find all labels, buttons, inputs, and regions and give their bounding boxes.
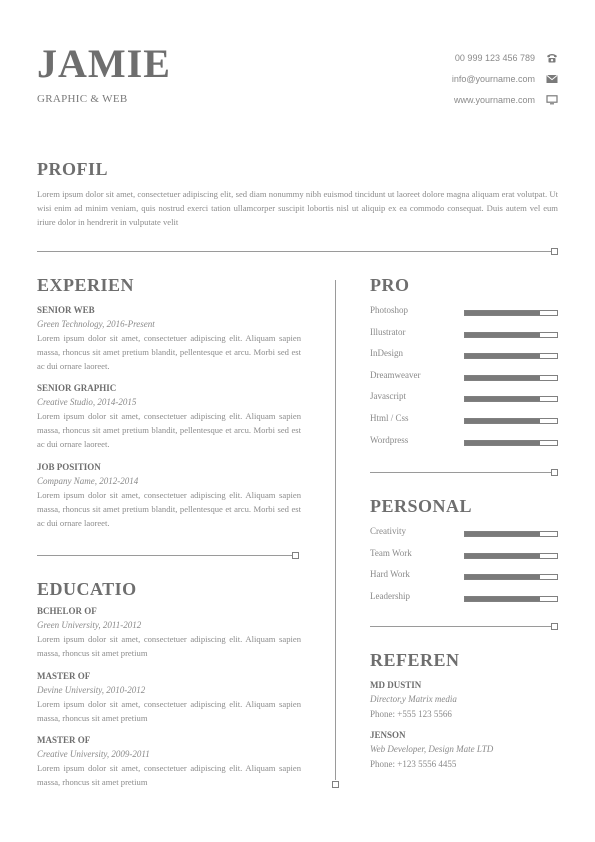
skill-label: Photoshop [370, 305, 409, 315]
reference-phone: Phone: +123 5556 4455 [370, 759, 457, 769]
profile-heading: PROFIL [37, 159, 109, 179]
experience-item [37, 381, 301, 451]
job-title: SENIOR GRAPHIC [37, 383, 117, 393]
reference-name: MD DUSTIN [370, 680, 422, 690]
contact-website[interactable]: www.yourname.com [453, 95, 535, 105]
skill-row [370, 327, 558, 339]
skill-level-fill [465, 354, 540, 358]
skill-level-fill [465, 376, 540, 380]
skill-level-bar [464, 310, 558, 316]
skill-level-bar [464, 553, 558, 559]
experience-item [37, 303, 301, 373]
pro-skills-heading: PRO [370, 275, 410, 295]
skill-row [370, 548, 558, 560]
skill-level-bar [464, 418, 558, 424]
education-item [37, 733, 301, 789]
experience-heading: EXPERIEN [37, 275, 135, 295]
skill-label: InDesign [370, 348, 403, 359]
education-description: Lorem ipsum dolor sit amet, consectetuer adipiscing elit. Aliquam sapien massa, rhoncus sit amet pretium [37, 763, 301, 787]
skill-row [370, 370, 558, 382]
skill-level-fill [465, 597, 540, 601]
skill-level-fill [465, 419, 540, 423]
school-name: Creative University, 2009-2011 [37, 749, 150, 759]
skill-level-bar [464, 353, 558, 359]
reference-item [370, 678, 558, 722]
phone-icon [546, 53, 558, 63]
skill-level-bar [464, 440, 558, 446]
skill-level-bar [464, 396, 558, 402]
skill-label: Illustrator [370, 326, 406, 337]
school-name: Green University, 2011-2012 [37, 620, 142, 630]
school-name: Devine University, 2010-2012 [37, 685, 146, 695]
skill-label: Creativity [370, 526, 406, 536]
skill-label: Wordpress [370, 434, 409, 445]
personal-skills-heading: PERSONAL [370, 496, 473, 516]
skill-level-fill [465, 441, 540, 445]
skill-level-fill [465, 554, 540, 558]
degree-title: MASTER OF [37, 735, 91, 745]
degree-title: MASTER OF [37, 671, 91, 681]
experience-divider [37, 555, 292, 556]
job-title: SENIOR WEB [37, 305, 95, 315]
job-company: Green Technology, 2016-Present [37, 319, 155, 329]
skill-level-fill [465, 311, 540, 315]
skill-row [370, 435, 558, 447]
contact-email[interactable]: info@yourname.com [451, 74, 535, 84]
contact-phone: 00 999 123 456 789 [454, 53, 535, 63]
skill-level-bar [464, 596, 558, 602]
reference-phone: Phone: +555 123 5566 [370, 709, 452, 719]
skill-row [370, 569, 558, 581]
profile-divider [37, 251, 552, 252]
skill-row [370, 591, 558, 603]
reference-name: JENSON [370, 730, 406, 740]
resume-subtitle: GRAPHIC & WEB [37, 93, 128, 105]
skill-label: Html / Css [370, 413, 409, 423]
references-heading: REFEREN [370, 650, 460, 670]
skill-level-fill [465, 397, 540, 401]
divider-end-square [292, 552, 299, 559]
email-icon [546, 74, 558, 84]
resume-name: JAMIE [37, 41, 171, 86]
job-title: JOB POSITION [37, 462, 101, 472]
skill-row [370, 348, 558, 360]
divider-end-square [551, 469, 558, 476]
skill-row [370, 305, 558, 317]
job-description: Lorem ipsum dolor sit amet, consectetuer adipiscing elit. Aliquam sapien massa, rhoncus sit amet pretium blandit, pellentesque et arcu. Morbi sed est ac dui ornare laoreet. [37, 490, 301, 528]
column-divider-end-square [332, 781, 339, 788]
skill-level-bar [464, 332, 558, 338]
degree-title: BCHELOR OF [37, 606, 97, 616]
skill-row [370, 391, 558, 403]
education-description: Lorem ipsum dolor sit amet, consectetuer adipiscing elit. Aliquam sapien massa, rhoncus sit amet pretium [37, 699, 301, 723]
education-item [37, 604, 301, 660]
divider-end-square [551, 248, 558, 255]
profile-text: Lorem ipsum dolor sit amet, consectetuer adipiscing elit, sed diam nonummy nibh euismod tincidunt ut laoreet dolore magna aliquam erat volutpat. Ut wisi enim ad minim veniam, quis nostrud exerci tation ullamcorper suscipit lobortis nisl ut aliquip ex ea commodo consequat. Duis autem vel eum iriure dolor in hendrerit in vulputate velit [37, 189, 558, 227]
skill-level-fill [465, 333, 540, 337]
skill-row [370, 413, 558, 425]
skill-label: Hard Work [370, 569, 410, 580]
personal-divider [370, 626, 551, 627]
monitor-icon [546, 95, 558, 105]
skill-label: Team Work [370, 547, 412, 558]
reference-role: Web Developer, Design Mate LTD [370, 744, 494, 754]
skill-row [370, 526, 558, 538]
job-company: Company Name, 2012-2014 [37, 476, 139, 486]
experience-item [37, 460, 301, 530]
skill-level-fill [465, 575, 540, 579]
skill-level-bar [464, 375, 558, 381]
skill-label: Leadership [370, 590, 410, 601]
education-item [37, 669, 301, 725]
job-description: Lorem ipsum dolor sit amet, consectetuer adipiscing elit. Aliquam sapien massa, rhoncus sit amet pretium blandit, pellentesque et arcu. Morbi sed est ac dui ornare laoreet. [37, 411, 301, 449]
education-description: Lorem ipsum dolor sit amet, consectetuer adipiscing elit. Aliquam sapien massa, rhoncus sit amet pretium [37, 634, 301, 658]
education-heading: EDUCATIO [37, 579, 137, 599]
reference-item [370, 728, 558, 772]
skill-level-fill [465, 532, 540, 536]
skill-label: Javascript [370, 391, 406, 402]
pro-divider [370, 472, 551, 473]
reference-role: Director,y Matrix media [370, 694, 457, 704]
job-description: Lorem ipsum dolor sit amet, consectetuer adipiscing elit. Aliquam sapien massa, rhoncus sit amet pretium blandit, pellentesque et arcu. Morbi sed est ac dui ornare laoreet. [37, 333, 301, 371]
column-divider [335, 280, 336, 780]
skill-level-bar [464, 574, 558, 580]
job-company: Creative Studio, 2014-2015 [37, 397, 137, 407]
skill-level-bar [464, 531, 558, 537]
divider-end-square [551, 623, 558, 630]
skill-label: Dreamweaver [370, 369, 421, 380]
